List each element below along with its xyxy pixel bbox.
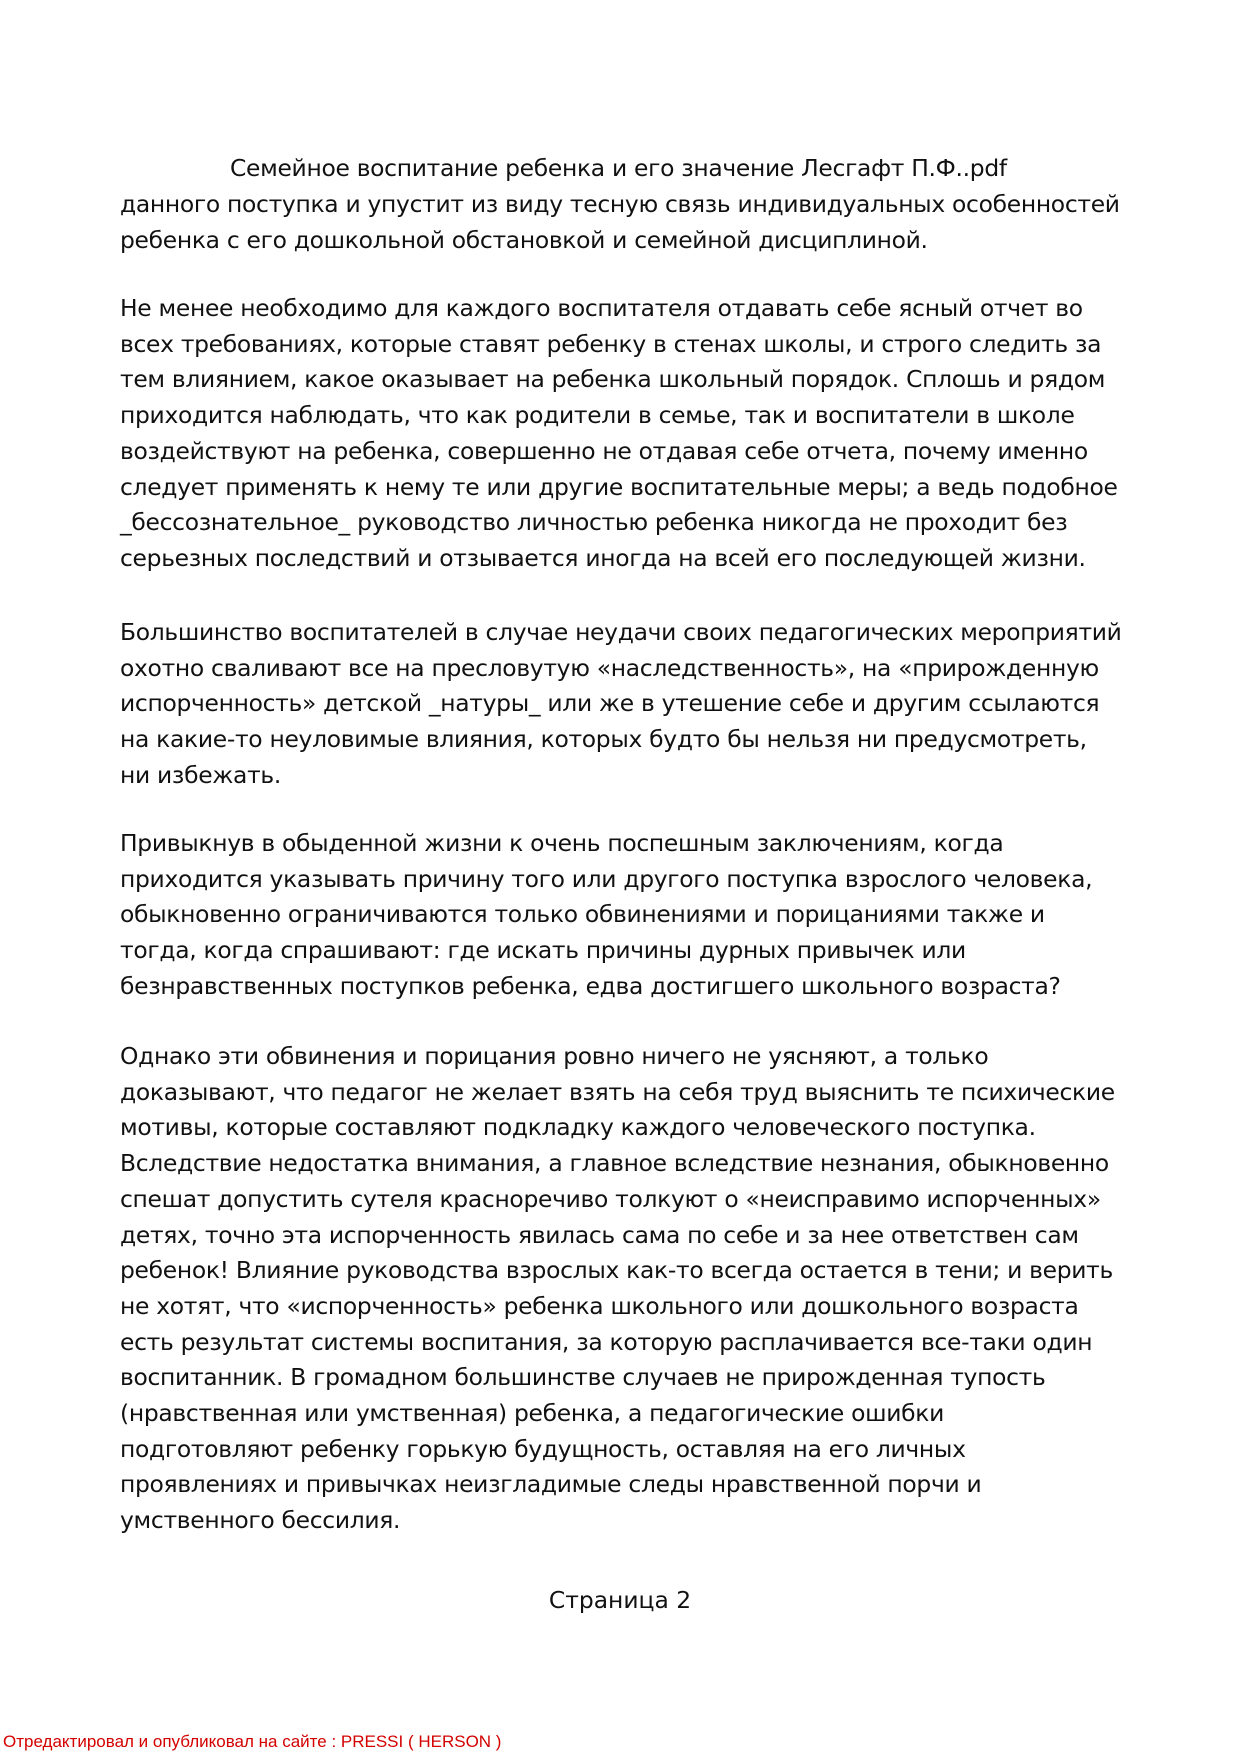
text-line: приходится наблюдать, что как родители в семье, так и воспитатели в школе [120, 401, 1075, 430]
text-line: Однако эти обвинения и порицания ровно ничего не уясняют, а только [120, 1042, 989, 1070]
text-line: спешат допустить сутеля красноречиво толкуют о «неисправимо испорченных» [120, 1184, 1101, 1213]
text-line: есть результат системы воспитания, за которую расплачивается все-таки один [120, 1327, 1093, 1356]
paragraph-4 [120, 1039, 1130, 1539]
text-line: (нравственная или умственная) ребенка, а педагогические ошибки [120, 1399, 944, 1428]
text-line: Вследствие недостатка внимания, а главное вследствие незнания, обыкновенно [120, 1149, 1109, 1178]
text-line: Привыкнув в обыденной жизни к очень поспешным заключениям, когда [120, 829, 1004, 857]
text-line: доказывают, что педагог не желает взять на себя труд выяснить те психические [120, 1077, 1115, 1106]
text-line: приходится указывать причину того или другого поступка взрослого человека, [120, 864, 1093, 893]
text-line: проявлениях и привычках неизгладимые следы нравственной порчи и [120, 1470, 982, 1499]
text-line: мотивы, которые составляют подкладку каждого человеческого поступка. [120, 1113, 1036, 1142]
text-line: подготовляют ребенку горькую будущность, оставляя на его личных [120, 1434, 966, 1463]
paragraph-1 [120, 291, 1130, 577]
document-header [120, 150, 1130, 258]
text-line: детях, точно эта испорченность явилась сама по себе и за нее ответствен сам [120, 1220, 1079, 1249]
text-line: обыкновенно ограничиваются только обвинениями и порицаниями также и [120, 900, 1045, 929]
text-line: _бессознательное_ руководство личностью ребенка никогда не проходит без [120, 508, 1068, 537]
paragraph-2 [120, 615, 1130, 794]
text-line: испорченность» детской _натуры_ или же в утешение себе и другим ссылаются [120, 689, 1100, 718]
text-line: Большинство воспитателей в случае неудачи своих педагогических мероприятий [120, 618, 1122, 646]
document-title: Семейное воспитание ребенка и его значение Лесгафт П.Ф..pdf [230, 154, 1007, 182]
text-line: следует применять к нему те или другие воспитательные меры; а ведь подобное [120, 472, 1118, 501]
paragraph-3 [120, 826, 1130, 1005]
text-line: безнравственных поступков ребенка, едва достигшего школьного возраста? [120, 971, 1061, 1000]
text-line: ни избежать. [120, 760, 282, 789]
text-line: воздействуют на ребенка, совершенно не отдавая себе отчета, почему именно [120, 436, 1088, 465]
intro-line: ребенка с его дошкольной обстановкой и семейной дисциплиной. [120, 226, 928, 254]
page-number: Страница 2 [548, 1586, 692, 1614]
text-line: умственного бессилия. [120, 1506, 401, 1535]
text-line: всех требованиях, которые ставят ребенку в стенах школы, и строго следить за [120, 329, 1102, 358]
text-line: серьезных последствий и отзывается иногда на всей его последующей жизни. [120, 543, 1086, 572]
text-line: тогда, когда спрашивают: где искать причины дурных привычек или [120, 936, 966, 965]
text-line: Не менее необходимо для каждого воспитателя отдавать себе ясный отчет во [120, 294, 1083, 322]
text-line: охотно сваливают все на пресловутую «наследственность», на «прирожденную [120, 653, 1099, 682]
intro-line: данного поступка и упустит из виду тесную связь индивидуальных особенностей [120, 190, 1120, 218]
text-line: не хотят, что «испорченность» ребенка школьного или дошкольного возраста [120, 1291, 1079, 1320]
text-line: ребенок! Влияние руководства взрослых как-то всегда остается в тени; и верить [120, 1256, 1113, 1285]
text-line: на какие-то неуловимые влияния, которых будто бы нельзя ни предусмотреть, [120, 725, 1087, 754]
footer-credit: Отредактировал и опубликовал на сайте : PRESSI ( HERSON ) [3, 1732, 502, 1751]
text-line: воспитанник. В громадном большинстве случаев не прирожденная тупость [120, 1363, 1046, 1392]
text-line: тем влиянием, какое оказывает на ребенка школьный порядок. Сплошь и рядом [120, 365, 1106, 394]
